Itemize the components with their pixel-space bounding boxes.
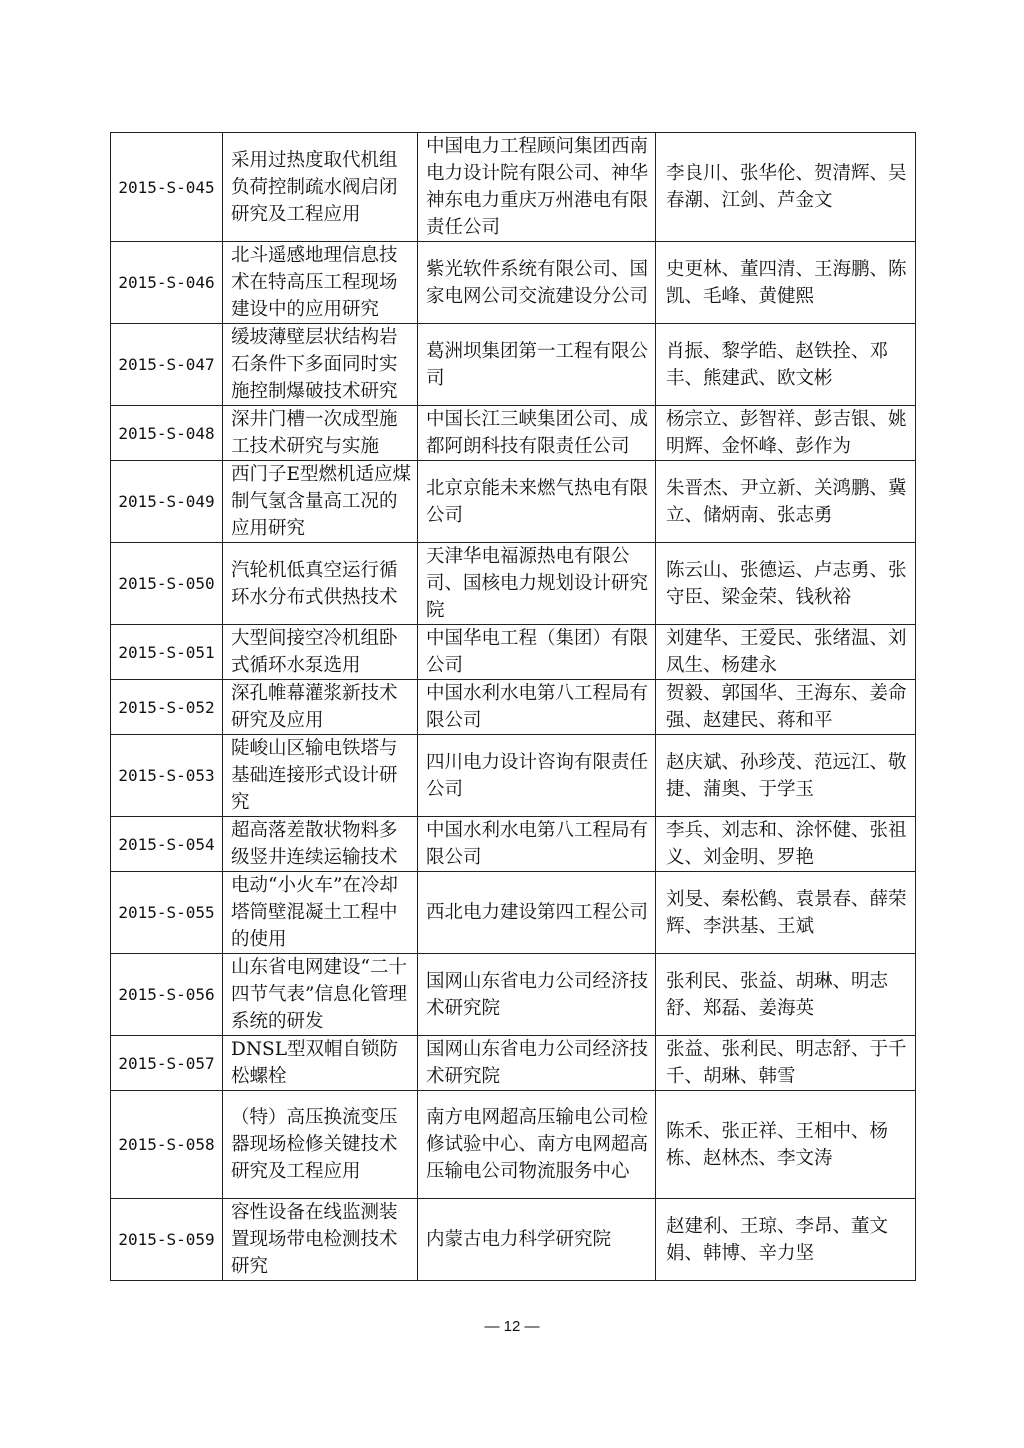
- authors-cell: 李良川、张华伦、贺清辉、吴春潮、江剑、芦金文: [656, 133, 916, 242]
- table-row: [111, 954, 916, 1036]
- organization-cell: 中国华电工程（集团）有限公司: [418, 625, 656, 680]
- table-body: [111, 133, 916, 1281]
- project-id-cell: 2015-S-048: [111, 406, 223, 461]
- project-title-cell: 西门子E型燃机适应煤制气氢含量高工况的应用研究: [223, 461, 418, 543]
- authors-cell: 张益、张利民、明志舒、于千千、胡琳、韩雪: [656, 1036, 916, 1091]
- table-row: [111, 543, 916, 625]
- awards-table: [110, 132, 916, 1281]
- organization-cell: 紫光软件系统有限公司、国家电网公司交流建设分公司: [418, 242, 656, 324]
- project-id-cell: 2015-S-058: [111, 1091, 223, 1199]
- project-title-cell: 容性设备在线监测装置现场带电检测技术研究: [223, 1199, 418, 1281]
- authors-cell: 刘旻、秦松鹤、袁景春、薛荣辉、李洪基、王斌: [656, 872, 916, 954]
- organization-cell: 天津华电福源热电有限公司、国核电力规划设计研究院: [418, 543, 656, 625]
- project-id-cell: 2015-S-056: [111, 954, 223, 1036]
- authors-cell: 李兵、刘志和、涂怀健、张祖义、刘金明、罗艳: [656, 817, 916, 872]
- organization-cell: 国网山东省电力公司经济技术研究院: [418, 954, 656, 1036]
- project-title-cell: （特）高压换流变压器现场检修关键技术研究及工程应用: [223, 1091, 418, 1199]
- project-id-cell: 2015-S-045: [111, 133, 223, 242]
- project-title-cell: 陡峻山区输电铁塔与基础连接形式设计研究: [223, 735, 418, 817]
- authors-cell: 朱晋杰、尹立新、关鸿鹏、冀立、储炳南、张志勇: [656, 461, 916, 543]
- project-title-cell: 深井门槽一次成型施工技术研究与实施: [223, 406, 418, 461]
- authors-cell: 赵建利、王琼、李昂、董文娟、韩博、辛力坚: [656, 1199, 916, 1281]
- project-title-cell: 汽轮机低真空运行循环水分布式供热技术: [223, 543, 418, 625]
- table-row: [111, 242, 916, 324]
- project-title-cell: DNSL型双帽自锁防松螺栓: [223, 1036, 418, 1091]
- organization-cell: 中国电力工程顾问集团西南电力设计院有限公司、神华神东电力重庆万州港电有限责任公司: [418, 133, 656, 242]
- authors-cell: 陈云山、张德运、卢志勇、张守臣、梁金荣、钱秋裕: [656, 543, 916, 625]
- table-row: [111, 872, 916, 954]
- table-row: [111, 1091, 916, 1199]
- project-title-cell: 北斗遥感地理信息技术在特高压工程现场建设中的应用研究: [223, 242, 418, 324]
- project-id-cell: 2015-S-046: [111, 242, 223, 324]
- table-row: [111, 133, 916, 242]
- authors-cell: 杨宗立、彭智祥、彭吉银、姚明辉、金怀峰、彭作为: [656, 406, 916, 461]
- authors-cell: 刘建华、王爱民、张绪温、刘凤生、杨建永: [656, 625, 916, 680]
- authors-cell: 张利民、张益、胡琳、明志舒、郑磊、姜海英: [656, 954, 916, 1036]
- project-id-cell: 2015-S-047: [111, 324, 223, 406]
- table-row: [111, 324, 916, 406]
- table-row: [111, 817, 916, 872]
- organization-cell: 西北电力建设第四工程公司: [418, 872, 656, 954]
- project-id-cell: 2015-S-055: [111, 872, 223, 954]
- project-id-cell: 2015-S-049: [111, 461, 223, 543]
- table-row: [111, 735, 916, 817]
- project-id-cell: 2015-S-054: [111, 817, 223, 872]
- organization-cell: 中国水利水电第八工程局有限公司: [418, 680, 656, 735]
- project-title-cell: 山东省电网建设“二十四节气表”信息化管理系统的研发: [223, 954, 418, 1036]
- authors-cell: 史更林、董四清、王海鹏、陈凯、毛峰、黄健熙: [656, 242, 916, 324]
- table-row: [111, 1199, 916, 1281]
- project-title-cell: 超高落差散状物料多级竖井连续运输技术: [223, 817, 418, 872]
- project-title-cell: 缓坡薄壁层状结构岩石条件下多面同时实施控制爆破技术研究: [223, 324, 418, 406]
- project-id-cell: 2015-S-052: [111, 680, 223, 735]
- table-row: [111, 1036, 916, 1091]
- project-title-cell: 深孔帷幕灌浆新技术研究及应用: [223, 680, 418, 735]
- project-title-cell: 电动“小火车”在冷却塔筒壁混凝土工程中的使用: [223, 872, 418, 954]
- organization-cell: 国网山东省电力公司经济技术研究院: [418, 1036, 656, 1091]
- authors-cell: 贺毅、郭国华、王海东、姜命强、赵建民、蒋和平: [656, 680, 916, 735]
- project-title-cell: 采用过热度取代机组负荷控制疏水阀启闭研究及工程应用: [223, 133, 418, 242]
- table-row: [111, 680, 916, 735]
- organization-cell: 中国水利水电第八工程局有限公司: [418, 817, 656, 872]
- project-id-cell: 2015-S-057: [111, 1036, 223, 1091]
- project-id-cell: 2015-S-059: [111, 1199, 223, 1281]
- organization-cell: 四川电力设计咨询有限责任公司: [418, 735, 656, 817]
- organization-cell: 南方电网超高压输电公司检修试验中心、南方电网超高压输电公司物流服务中心: [418, 1091, 656, 1199]
- table-row: [111, 406, 916, 461]
- project-id-cell: 2015-S-050: [111, 543, 223, 625]
- page-number: — 12 —: [484, 1318, 540, 1335]
- project-title-cell: 大型间接空冷机组卧式循环水泵选用: [223, 625, 418, 680]
- organization-cell: 葛洲坝集团第一工程有限公司: [418, 324, 656, 406]
- authors-cell: 陈禾、张正祥、王相中、杨栋、赵林杰、李文涛: [656, 1091, 916, 1199]
- project-id-cell: 2015-S-051: [111, 625, 223, 680]
- table-row: [111, 461, 916, 543]
- authors-cell: 肖振、黎学皓、赵铁拴、邓丰、熊建武、欧文彬: [656, 324, 916, 406]
- organization-cell: 北京京能未来燃气热电有限公司: [418, 461, 656, 543]
- organization-cell: 内蒙古电力科学研究院: [418, 1199, 656, 1281]
- organization-cell: 中国长江三峡集团公司、成都阿朗科技有限责任公司: [418, 406, 656, 461]
- table-row: [111, 625, 916, 680]
- authors-cell: 赵庆斌、孙珍茂、范远江、敬捷、蒲奥、于学玉: [656, 735, 916, 817]
- project-id-cell: 2015-S-053: [111, 735, 223, 817]
